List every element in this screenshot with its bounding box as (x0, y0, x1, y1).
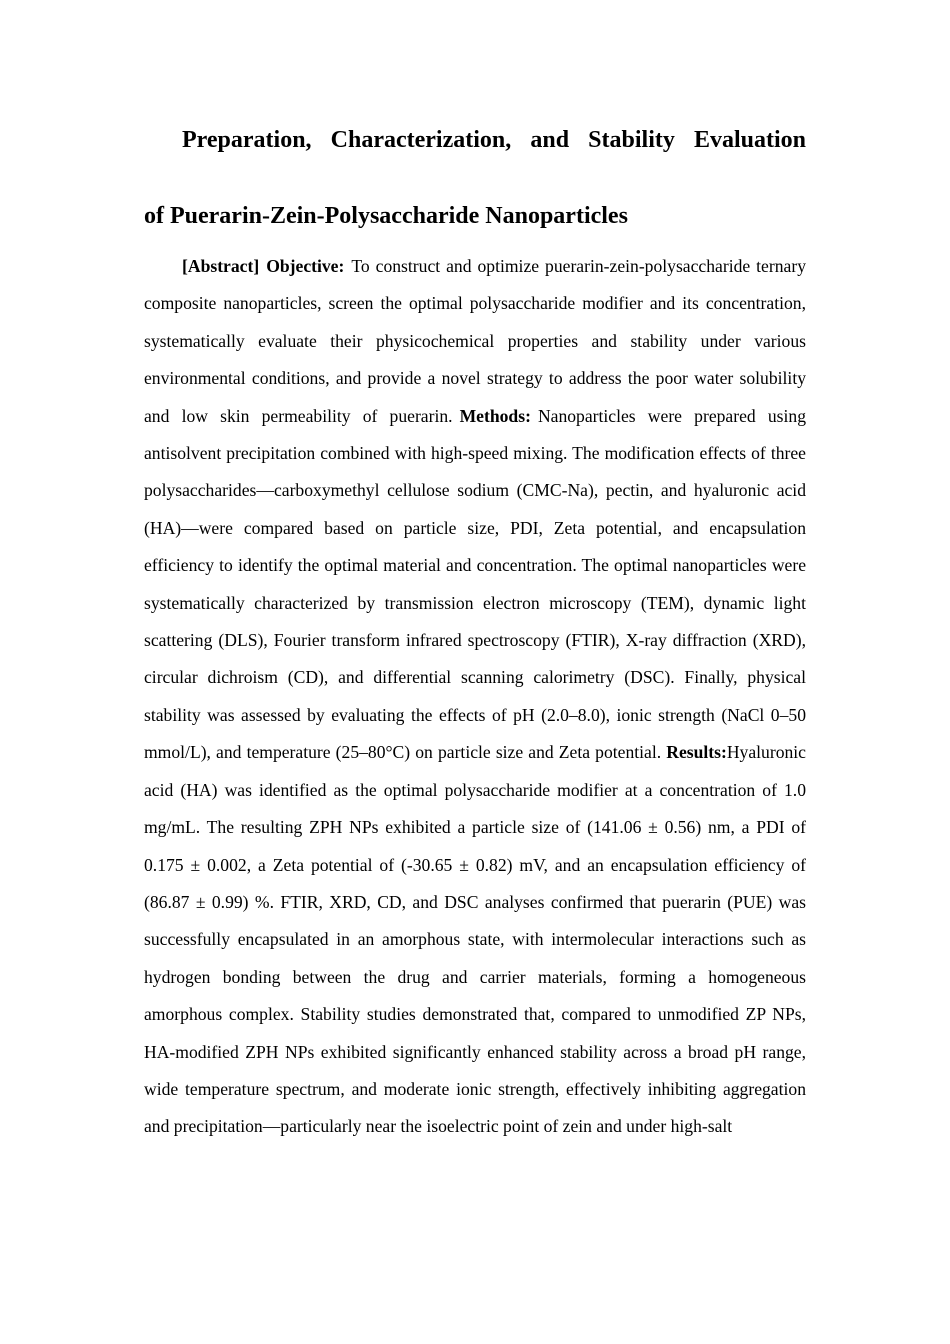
methods-text: Nanoparticles were prepared using antisolvent precipitation combined with high-speed mixing. The modification effects of three polysaccharides—carboxymethyl cellulose sodium (CMC-Na), pectin, and hyaluronic acid (HA)—were compared based on particle size, PDI, Zeta potential, and encapsulation efficiency to identify the optimal material and concentration. The optimal nanoparticles were systematically characterized by transmission electron microscopy (TEM), dynamic light scattering (DLS), Fourier transform infrared spectroscopy (FTIR), X-ray diffraction (XRD), circular dichroism (CD), and differential scanning calorimetry (DSC). Finally, physical stability was assessed by evaluating the effects of pH (2.0–8.0), ionic strength (NaCl 0–50 mmol/L), and temperature (25–80°C) on particle size and Zeta potential. (144, 405, 806, 763)
abstract-label: [Abstract] (182, 256, 260, 276)
paper-title-line-1: Preparation, Characterization, and Stability Evaluation (182, 127, 806, 153)
abstract-paragraph (144, 248, 806, 1146)
results-label: Results: (666, 742, 727, 763)
paper-title-line-2: of Puerarin-Zein-Polysaccharide Nanoparticles (144, 203, 628, 229)
objective-label: Objective: (266, 256, 345, 276)
methods-label: Methods: (459, 405, 531, 426)
objective-text: To construct and optimize puerarin-zein-polysaccharide ternary composite nanoparticles, screen the optimal polysaccharide modifier and its concentration, systematically evaluate their physicochemical properties and stability under various environmental conditions, and provide a novel strategy to address the poor water solubility and low skin permeability of puerarin. (144, 256, 806, 426)
results-text: Hyaluronic acid (HA) was identified as the optimal polysaccharide modifier at a concentration of 1.0 mg/mL. The resulting ZPH NPs exhibited a particle size of (141.06 ± 0.56) nm, a PDI of 0.175 ± 0.002, a Zeta potential of (-30.65 ± 0.82) mV, and an encapsulation efficiency of (86.87 ± 0.99) %. FTIR, XRD, CD, and DSC analyses confirmed that puerarin (PUE) was successfully encapsulated in an amorphous state, with intermolecular interactions such as hydrogen bonding between the drug and carrier materials, forming a homogeneous amorphous complex. Stability studies demonstrated that, compared to unmodified ZP NPs, HA-modified ZPH NPs exhibited significantly enhanced stability across a broad pH range, wide temperature spectrum, and moderate ionic strength, effectively inhibiting aggregation and precipitation—particularly near the isoelectric point of zein and under high-salt (144, 742, 806, 1137)
